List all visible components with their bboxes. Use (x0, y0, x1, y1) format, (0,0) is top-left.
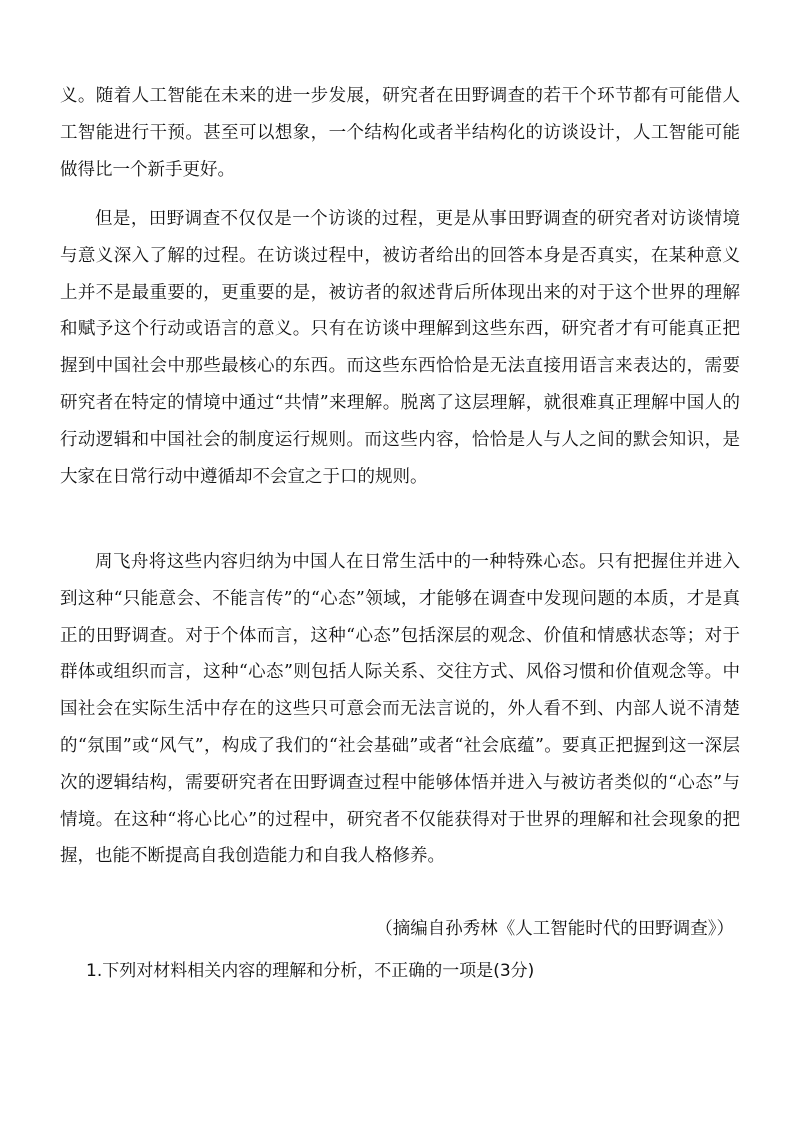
question-1: 1.下列对材料相关内容的理解和分析，不正确的一项是(3分) (86, 961, 535, 981)
paragraph-2: 但是，田野调查不仅仅是一个访谈的过程，更是从事田野调查的研究者对访谈情境与意义深入了解的过程。在访谈过程中，被访者给出的回答本身是否真实，在某种意义上并不是最重要的，更重要的是，被访者的叙述背后所体现出来的对于这个世界的理解和赋予这个行动或语言的意义。只有在访谈中理解到这些东西，研究者才有可能真正把握到中国社会中那些最核心的东西。而这些东西恰恰是无法直接用语言来表达的，需要研究者在特定的情境中通过“共情”来理解。脱离了这层理解，就很难真正理解中国人的行动逻辑和中国社会的制度运行规则。而这些内容，恰恰是人与人之间的默会知识，是大家在日常行动中遵循却不会宣之于口的规则。 (60, 209, 740, 487)
source-citation: （摘编自孙秀林《人工智能时代的田野调查》） (375, 919, 734, 939)
paragraph-1: 义。随着人工智能在未来的进一步发展，研究者在田野调查的若干个环节都有可能借人工智能进行干预。甚至可以想象，一个结构化或者半结构化的访谈设计，人工智能可能做得比一个新手更好。 (60, 86, 740, 180)
paragraph-3: 周飞舟将这些内容归纳为中国人在日常生活中的一种特殊心态。只有把握住并进入到这种“只能意会、不能言传”的“心态”领域，才能够在调查中发现问题的本质，才是真正的田野调查。对于个体而言，这种“心态”包括深层的观念、价值和情感状态等；对于群体或组织而言，这种“心态”则包括人际关系、交往方式、风俗习惯和价值观念等。中国社会在实际生活中存在的这些只可意会而无法言说的，外人看不到、内部人说不清楚的“氛围”或“风气”，构成了我们的“社会基础”或者“社会底蕴”。要真正把握到这一深层次的逻辑结构，需要研究者在田野调查过程中能够体悟并进入与被访者类似的“心态”与情境。在这种“将心比心”的过程中，研究者不仅能获得对于世界的理解和社会现象的把握，也能不断提高自我创造能力和自我人格修养。 (60, 552, 740, 867)
